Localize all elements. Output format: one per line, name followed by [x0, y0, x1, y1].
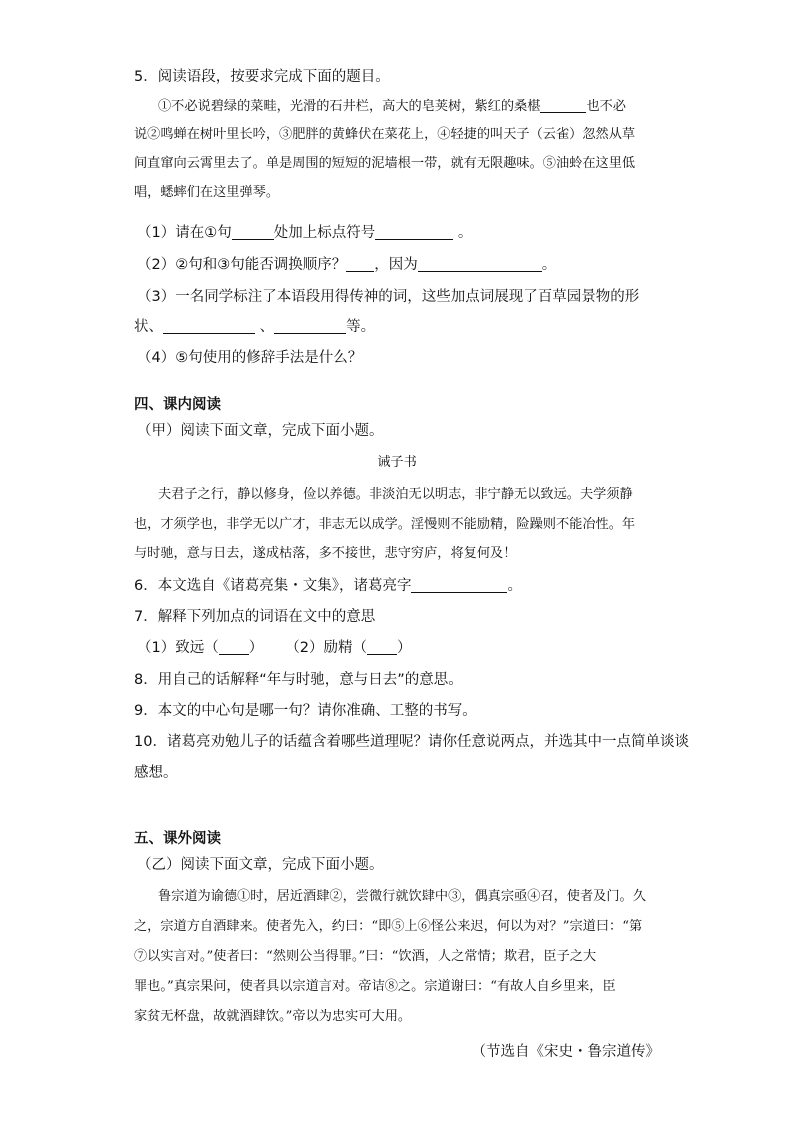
- q7-sub-1-text: （1）致远（: [137, 640, 219, 656]
- section-5-heading: 五、课外阅读: [134, 831, 221, 847]
- question-5-title: 5．阅读语段，按要求完成下面的题目。: [134, 69, 390, 85]
- question-7: 7．解释下列加点的词语在文中的意思: [134, 609, 376, 625]
- section-5-intro: （乙）阅读下面文章，完成下面小题。: [137, 857, 384, 873]
- article-line-3: 与时驰，意与日去，遂成枯落，多不接世，悲守穷庐，将复何及！: [134, 546, 517, 561]
- question-8: 8．用自己的话解释“年与时驰，意与日去”的意思。: [134, 672, 463, 688]
- extra-text-line-1: 鲁宗道为谕德①时，居近酒肆②，尝微行就饮肆中③，偶真宗亟④召，使者及门。久: [158, 889, 646, 904]
- sub-question-3-line-1: （3）一名同学标注了本语段用得传神的词，这些加点词展现了百草园景物的形: [137, 289, 640, 305]
- answer-blank-10[interactable]: [367, 638, 397, 655]
- passage-line-2: 说②鸣蝉在树叶里长吟，③肥胖的黄蜂伏在菜花上，④轻捷的叫天子（云雀）忽然从草: [134, 127, 636, 142]
- sub-question-3-end: 等。: [346, 319, 376, 335]
- sub-question-2: [137, 254, 556, 276]
- article-title: 诫子书: [377, 455, 417, 470]
- answer-blank-8[interactable]: [411, 576, 507, 593]
- extra-text-line-2: 之，宗道方自酒肆来。使者先入，约曰：“即⑤上⑥怪公来迟，何以为对？”宗道曰：“第: [134, 919, 643, 934]
- sub-question-3-text: 状、: [134, 319, 163, 335]
- q7-sub-2-text: （2）励精（: [285, 640, 367, 656]
- extra-text-line-3: ⑦以实言对。”使者曰：“然则公当得罪。”曰：“饮酒，人之常情；欺君，臣子之大: [134, 949, 597, 964]
- question-10-line-2: 感想。: [134, 765, 178, 781]
- sub-question-2-mid: ，因为: [374, 257, 418, 273]
- q7-sub-1-end: ）: [248, 640, 264, 656]
- question-6: [134, 575, 522, 597]
- section-4-heading: 四、课内阅读: [134, 397, 221, 413]
- article-line-2: 也，才须学也，非学无以广才，非志无以成学。淫慢则不能励精，险躁则不能冶性。年: [134, 517, 636, 532]
- question-6-text: 6．本文选自《诸葛亮集・文集》，诸葛亮字: [134, 578, 412, 594]
- answer-blank-7[interactable]: [274, 317, 346, 334]
- question-7-subs: [137, 637, 411, 659]
- sub-question-2-text: （2）②句和③句能否调换顺序？: [137, 257, 347, 273]
- sub-question-1-end: 。: [453, 225, 473, 241]
- question-10-line-1: 10．诸葛亮劝勉儿子的话蕴含着哪些道理呢？请你任意说两点，并选其中一点简单谈谈: [134, 734, 689, 750]
- answer-blank-9[interactable]: [219, 638, 249, 655]
- answer-blank-2[interactable]: [232, 223, 274, 240]
- answer-blank-6[interactable]: [163, 317, 255, 334]
- sub-question-2-end: 。: [541, 257, 557, 273]
- section-4-intro: （甲）阅读下面文章，完成下面小题。: [137, 423, 384, 439]
- sub-question-1-mid: 处加上标点符号: [273, 225, 376, 241]
- sub-question-1: [137, 222, 472, 244]
- passage-line-1-tail: 也不必: [586, 99, 626, 114]
- answer-blank-1[interactable]: [540, 96, 586, 113]
- passage-line-1: [158, 96, 626, 118]
- answer-blank-3[interactable]: [375, 223, 453, 240]
- extra-text-line-5: 家贫无杯盘，故就酒肆饮。”帝以为忠实可大用。: [134, 1009, 412, 1024]
- passage-line-3: 间直窜向云霄里去了。单是周围的短短的泥墙根一带，就有无限趣味。⑤油蛉在这里低: [134, 156, 636, 171]
- q7-sub-2-end: ）: [396, 640, 412, 656]
- sub-question-1-text: （1）请在①句: [137, 225, 232, 241]
- sub-question-3-mid: 、: [255, 319, 275, 335]
- extra-text-line-4: 罪也。”真宗果问，使者具以宗道言对。帝诘⑧之。宗道谢曰：“有故人自乡里来，臣: [134, 979, 616, 994]
- answer-blank-5[interactable]: [418, 255, 542, 272]
- answer-blank-4[interactable]: [346, 255, 374, 272]
- article-line-1: 夫君子之行，静以修身，俭以养德。非淡泊无以明志，非宁静无以致远。夫学须静: [158, 487, 633, 502]
- source-citation: （节选自《宋史・鲁宗道传》: [471, 1044, 660, 1060]
- sub-question-4: （4）⑤句使用的修辞手法是什么？: [137, 350, 363, 366]
- question-9: 9．本文的中心句是哪一句？请你准确、工整的书写。: [134, 703, 477, 719]
- question-6-end: 。: [507, 578, 522, 594]
- sub-question-3-line-2: [134, 316, 375, 338]
- passage-line-1-text: ①不必说碧绿的菜畦，光滑的石井栏，高大的皂荚树，紫红的桑椹: [158, 99, 541, 114]
- passage-line-4: 唱，蟋蟀们在这里弹琴。: [134, 185, 280, 200]
